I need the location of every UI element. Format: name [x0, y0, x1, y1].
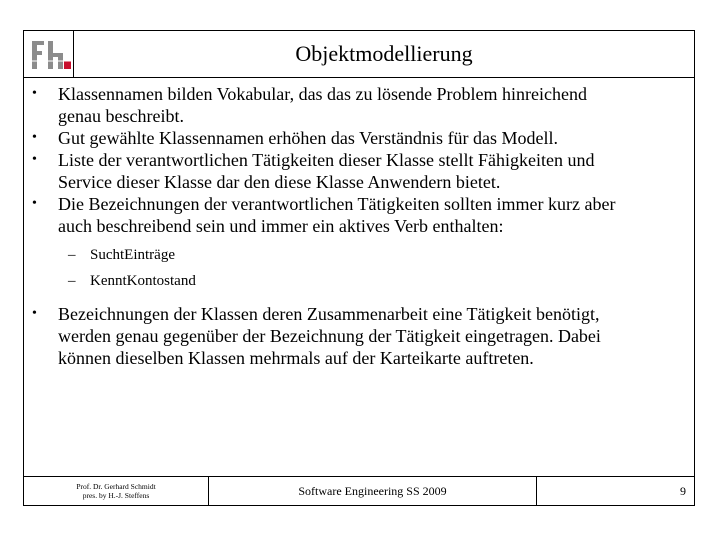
- slide-title: Objektmodellierung: [295, 41, 473, 66]
- bullet-dot: •: [32, 196, 37, 211]
- sub-bullet-dash: –: [68, 273, 76, 289]
- sub-bullet-text: KenntKontostand: [90, 273, 196, 289]
- bullet-line: Service dieser Klasse dar den diese Klasse Anwendern bietet.: [58, 172, 501, 192]
- slide-header: [24, 31, 694, 78]
- bullet-3: [28, 149, 686, 193]
- bullet-line: können dieselben Klassen mehrmals auf der Karteikarte auftreten.: [58, 348, 534, 368]
- bullet-dot: •: [32, 130, 37, 145]
- sub-bullet-2: [28, 271, 686, 291]
- bullet-1: [28, 83, 686, 127]
- slide-body: [28, 83, 686, 369]
- bullet-line: Die Bezeichnungen der verantwortlichen Tätigkeiten sollten immer kurz aber: [58, 194, 616, 214]
- bullet-line: Bezeichnungen der Klassen deren Zusammenarbeit eine Tätigkeit benötigt,: [58, 304, 600, 324]
- footer-course: Software Engineering SS 2009: [209, 477, 537, 505]
- footer-author-line2: pres. by H.-J. Steffens: [82, 491, 150, 500]
- footer-author: [24, 477, 209, 505]
- sub-bullet-dash: –: [68, 247, 76, 263]
- bullet-line: Gut gewählte Klassennamen erhöhen das Verständnis für das Modell.: [58, 128, 559, 148]
- sub-bullet-text: SuchtEinträge: [90, 247, 175, 263]
- bullet-5: [28, 303, 686, 369]
- fh-logo: [24, 31, 74, 77]
- bullet-dot: •: [32, 306, 37, 321]
- bullet-line: werden genau gegenüber der Bezeichnung der Tätigkeit eingetragen. Dabei: [58, 326, 601, 346]
- bullet-dot: •: [32, 86, 37, 101]
- bullet-2: [28, 127, 686, 149]
- bullet-line: auch beschreibend sein und immer ein aktives Verb enthalten:: [58, 216, 504, 236]
- bullet-line: Klassennamen bilden Vokabular, das das zu lösende Problem hinreichend: [58, 84, 587, 104]
- bullet-line: genau beschreibt.: [58, 106, 184, 126]
- footer-page-number: 9: [680, 483, 686, 498]
- bullet-dot: •: [32, 152, 37, 167]
- sub-bullet-1: [28, 245, 686, 265]
- bullet-4: [28, 193, 686, 237]
- bullet-line: Liste der verantwortlichen Tätigkeiten dieser Klasse stellt Fähigkeiten und: [58, 150, 595, 170]
- slide-footer: [24, 476, 694, 505]
- slide-frame: [23, 30, 695, 506]
- footer-author-line1: Prof. Dr. Gerhard Schmidt: [76, 482, 156, 491]
